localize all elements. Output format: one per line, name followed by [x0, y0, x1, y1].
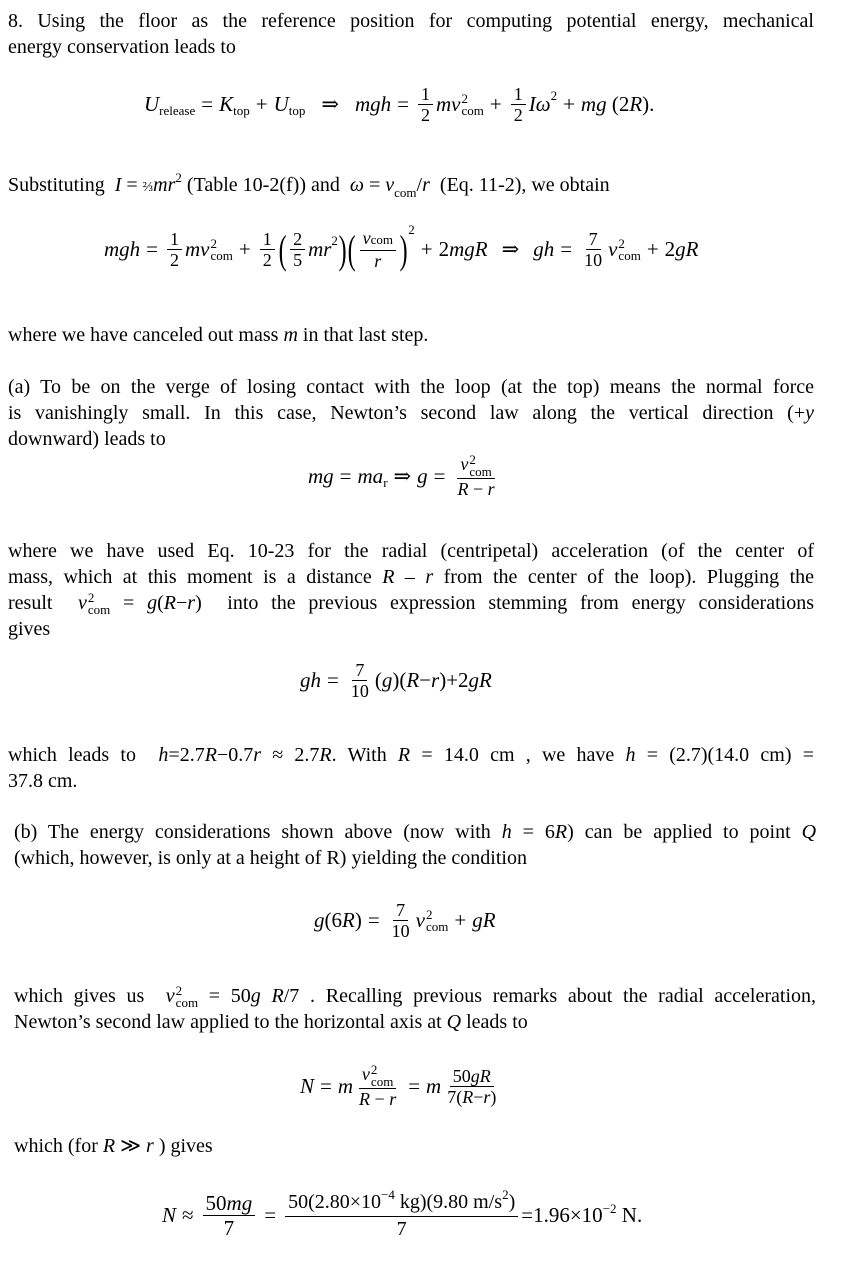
- paragraph-intro: [8, 8, 814, 60]
- part-a-line-2: is vanishingly small. In this case, Newton’s second law along the vertical direction (+y: [8, 402, 814, 424]
- equation-energy-conservation: U release = K top + U top ⇒ mgh = $\frac{1}{2}$ mv 2 com + $\frac{1}{2}$ Iω 2 + mg (2 R ).: [144, 84, 655, 125]
- paragraph-approximation: which (for R ≫ r ) gives: [14, 1135, 213, 1157]
- part-a-line-3: downward) leads to: [8, 428, 166, 450]
- final-answer: $1.96\times 10^{-2}$ N.: [533, 1201, 643, 1227]
- paragraph-radial-acceleration: where we have used Eq. 10-23 for the radial (centripetal) acceleration (of the center of mass, which at this moment is a distance R – r from the center of the loop). Plugging the result v 2 com = g(R−r) into the previous expression stemming from energy considerations gives: [8, 540, 815, 641]
- equation-substituted-energy: mgh = $\frac{1}{2}$ mv 2 com + $\frac{1}{2}$ ( $\frac{2}{5}$ mr 2 ) ( $\frac{\text{vcom}}{r}$ ) 2 + 2 mgR ⇒ gh = $\frac{7}{10}$ v 2 com + 2 gR: [104, 221, 699, 272]
- paragraph-part-b: (b) The energy considerations shown above (now with h = 6R) can be applied to point Q (which, however, is only at a height of R) yielding the condition: [14, 821, 817, 869]
- paragraph-substitution: Substituting $I = \frac{2}{3}mr^2$ (Table 10-2(f)) and $\omega = v_{com}/r$ (Eq. 11-2), we obtain: [8, 170, 610, 200]
- paragraph-part-b-result: which gives us v 2 com = 50g R/7 . Recalling previous remarks about the radial acceleration, Newton’s second law applied to the horizontal axis at Q leads to: [14, 983, 817, 1034]
- paragraph-cancel-mass: where we have canceled out mass m in that last step.: [8, 324, 429, 346]
- intro-line-1: 8. Using the floor as the reference position for computing potential energy, mechanical: [8, 10, 814, 32]
- equation-normal-force: N = m v 2 com R − r = m $\frac{50gR}{7(R-r)}$: [300, 1062, 497, 1109]
- intro-line-2: energy conservation leads to: [8, 36, 236, 58]
- equation-newton-vertical: mg = ma r ⇒ g = v 2 com R − r: [308, 452, 495, 499]
- equation-point-q: g (6 R ) = $\frac{7}{10}$ v 2 com + gR: [314, 900, 496, 941]
- part-a-line-1: (a) To be on the verge of losing contact with the loop (at the top) means the normal force: [8, 376, 814, 398]
- equation-final-result: N ≈ $\frac{50mg}{7}$ = $\frac{50(2.80\times 10^{-4} kg)(9.80 m/s^2)}{7}$ = $1.96\times 10^{-2}$ N.: [162, 1187, 643, 1240]
- paragraph-part-a: [8, 374, 814, 452]
- equation-gh-part-a: gh = $\frac{7}{10}$ ( g )( R − r )+2 gR: [300, 660, 492, 701]
- result-a-value: 37.8 cm.: [8, 770, 78, 792]
- paragraph-result-a: which leads to h=2.7R−0.7r ≈ 2.7R. With R = 14.0 cm , we have h = (2.7)(14.0 cm) = 37.8 cm.: [8, 744, 815, 792]
